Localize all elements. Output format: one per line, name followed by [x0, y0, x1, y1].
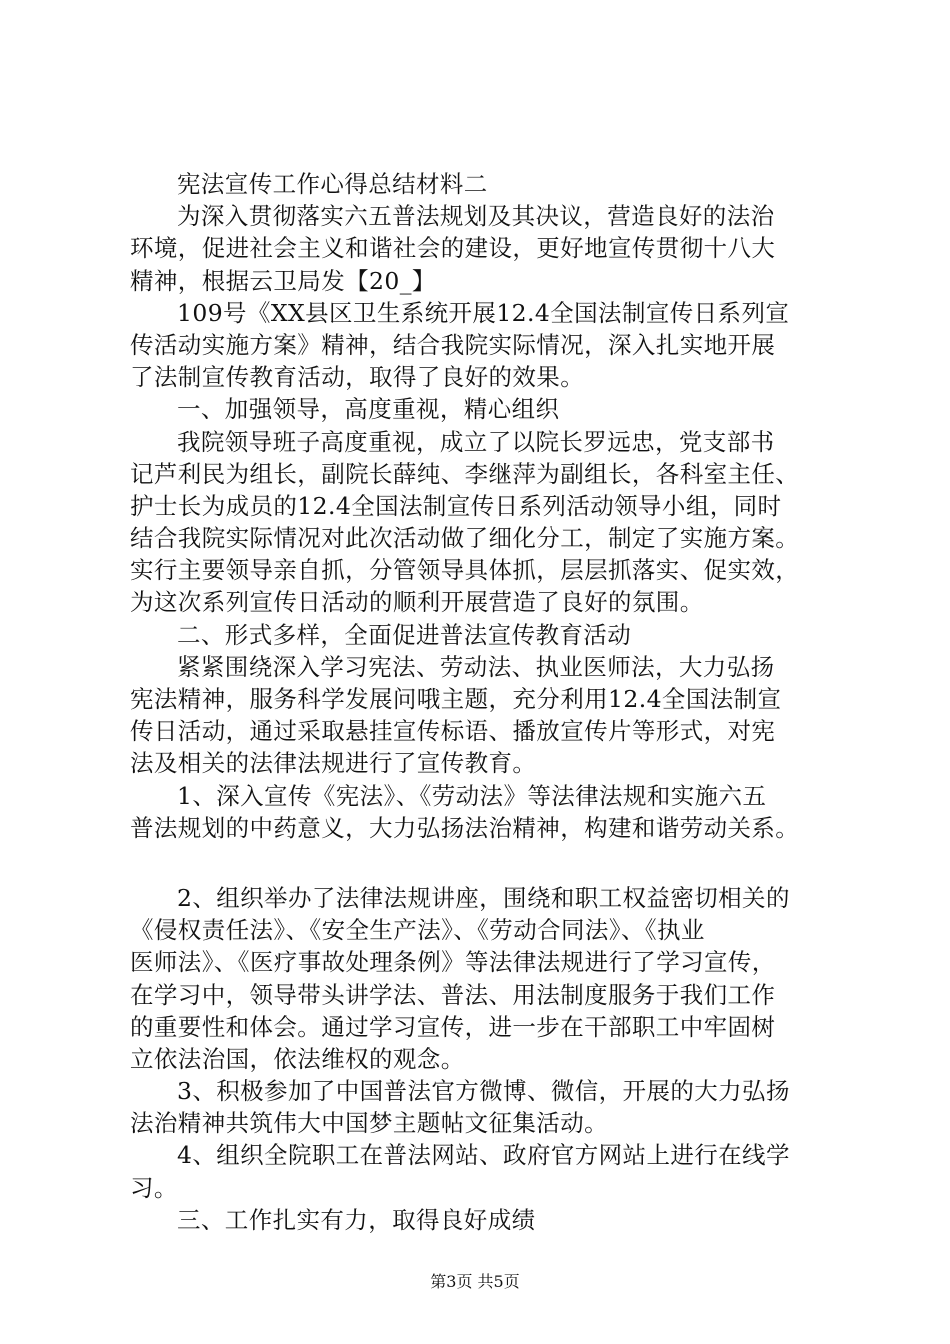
paragraph-line: 护士长为成员的12.4全国法制宣传日系列活动领导小组，同时 [130, 491, 782, 520]
paragraph-4 [130, 651, 842, 780]
section-heading: 二、形式多样，全面促进普法宣传教育活动 [177, 620, 632, 649]
paragraph-7 [130, 1075, 842, 1139]
paragraph-line: 1、深入宣传《宪法》、《劳动法》等法律法规和实施六五 [177, 781, 767, 810]
paragraph-line: 宪法精神，服务科学发展问哦主题，充分利用12.4全国法制宣 [130, 685, 782, 713]
paragraph-line: 2、组织举办了法律法规讲座，围绕和职工权益密切相关的 [177, 883, 790, 912]
paragraph-6 [130, 882, 842, 1075]
paragraph-1 [130, 200, 842, 297]
paragraph-line: 传日活动，通过采取悬挂宣传标语、播放宣传片等形式，对宪 [130, 717, 776, 746]
paragraph-line: 了法制宣传教育活动，取得了良好的效果。 [130, 363, 585, 392]
paragraph-line: 传活动实施方案》精神，结合我院实际情况，深入扎实地开展 [130, 330, 776, 359]
paragraph-line: 3、积极参加了中国普法官方微博、微信，开展的大力弘扬 [177, 1077, 790, 1106]
document-body [130, 168, 842, 1236]
paragraph-line: 为深入贯彻落实六五普法规划及其决议，营造良好的法治 [177, 202, 775, 231]
section-heading: 一、加强领导，高度重视，精心组织 [177, 395, 560, 424]
paragraph-line: 4、组织全院职工在普法网站、政府官方网站上进行在线学 [177, 1141, 790, 1170]
paragraph-line: 实行主要领导亲自抓，分管领导具体抓，层层抓落实、促实效， [130, 556, 800, 585]
paragraph-line: 医师法》、《医疗事故处理条例》等法律法规进行了学习宣传， [130, 948, 776, 977]
paragraph-3 [130, 426, 842, 619]
paragraph-2 [130, 297, 842, 394]
paragraph-line: 为这次系列宣传日活动的顺利开展营造了良好的氛围。 [130, 588, 704, 617]
page-footer [0, 1272, 950, 1292]
section-heading-2 [130, 619, 842, 651]
paragraph-line: 我院领导班子高度重视，成立了以院长罗远忠，党支部书 [177, 427, 775, 456]
section-heading-3 [130, 1204, 842, 1236]
blank-spacer [130, 844, 842, 882]
paragraph-8 [130, 1139, 842, 1203]
paragraph-line: 普法规划的中药意义，大力弘扬法治精神，构建和谐劳动关系。 [130, 813, 800, 842]
page-number: 第3页 共5页 [430, 1272, 520, 1291]
paragraph-line: 法治精神共筑伟大中国梦主题帖文征集活动。 [130, 1109, 608, 1138]
paragraph-line: 《侵权责任法》、《安全生产法》、《劳动合同法》、《执业 [130, 916, 705, 945]
paragraph-line: 环境，促进社会主义和谐社会的建设，更好地宣传贯彻十八大 [130, 234, 776, 263]
paragraph-line: 的重要性和体会。通过学习宣传，进一步在干部职工中牢固树 [130, 1012, 776, 1041]
paragraph-line: 在学习中，领导带头讲学法、普法、用法制度服务于我们工作 [130, 980, 776, 1009]
paragraph-line: 立依法治国，依法维权的观念。 [130, 1044, 465, 1073]
paragraph-line: 法及相关的法律法规进行了宣传教育。 [130, 749, 537, 778]
paragraph-line: 结合我院实际情况对此次活动做了细化分工，制定了实施方案。 [130, 524, 800, 553]
paragraph-line: 紧紧围绕深入学习宪法、劳动法、执业医师法，大力弘扬 [177, 652, 775, 681]
section-heading: 三、工作扎实有力，取得良好成绩 [177, 1205, 536, 1234]
paragraph-5 [130, 780, 842, 844]
section-heading-1 [130, 393, 842, 425]
paragraph-line: 记芦利民为组长，副院长薛纯、李继萍为副组长，各科室主任、 [130, 459, 800, 488]
paragraph-line: 109号《XX县区卫生系统开展12.4全国法制宣传日系列宣 [177, 298, 790, 327]
paragraph-line: 精神，根据云卫局发【20_】 [130, 266, 436, 295]
document-title: 宪法宣传工作心得总结材料二 [177, 170, 488, 198]
paragraph-line: 习。 [130, 1173, 178, 1202]
